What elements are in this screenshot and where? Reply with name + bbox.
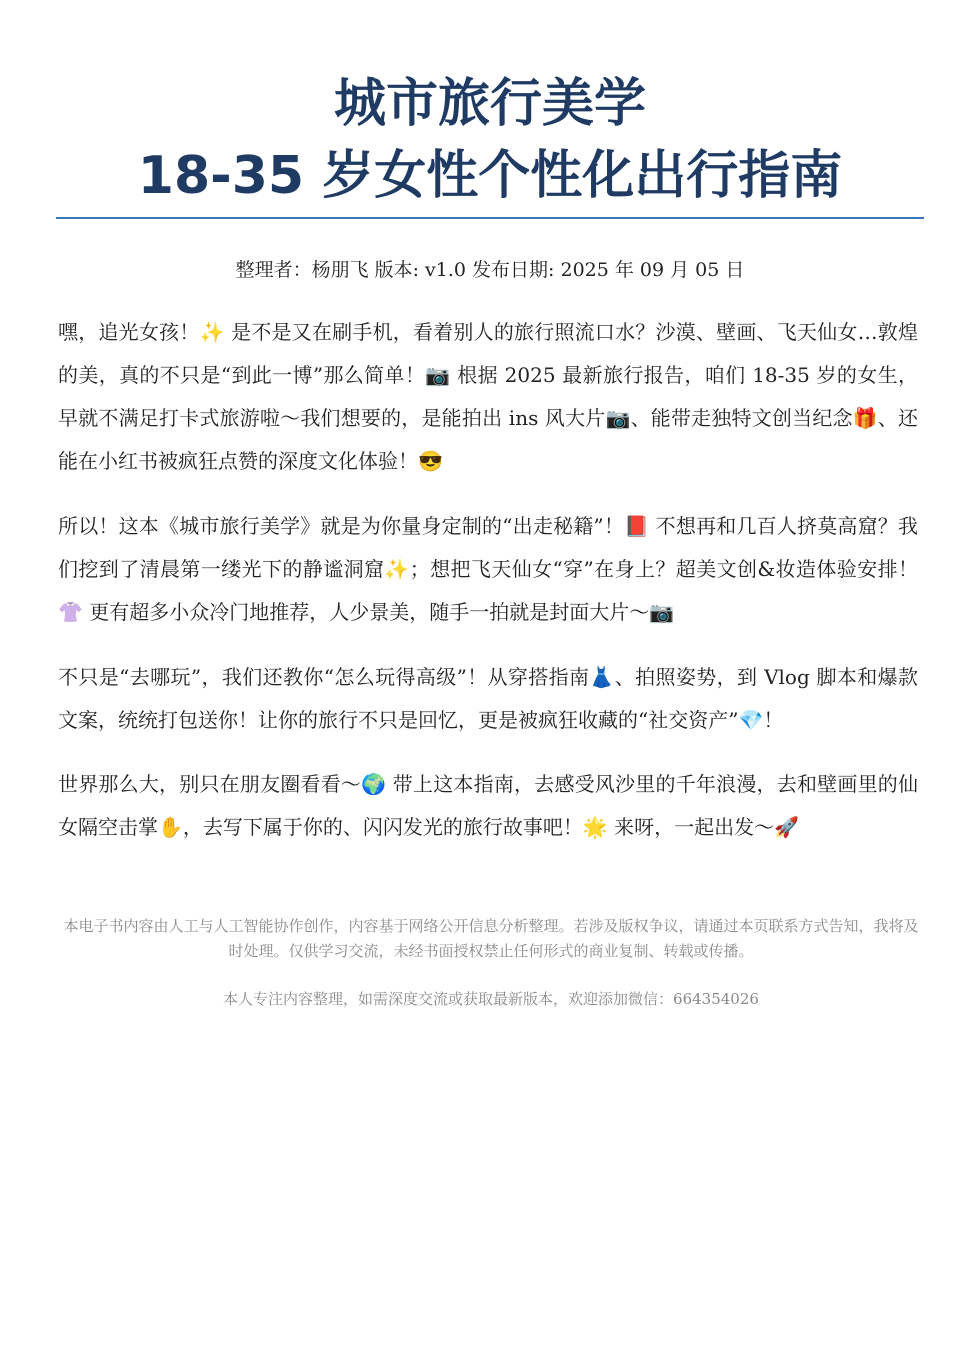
- copyright-disclaimer: 本电子书内容由人工与人工智能协作创作，内容基于网络公开信息分析整理。若涉及版权争议，请通过本页联系方式告知，我将及时处理。仅供学习交流，未经书面授权禁止任何形式的商业复制、转载或传播。: [63, 917, 919, 960]
- intro-paragraph: 嘿，追光女孩！✨ 是不是又在刷手机，看着别人的旅行照流口水？沙漠、壁画、飞天仙女…敦煌的美，真的不只是“到此一博”那么简单！📷 根据 2025 最新旅行报告，咱们 18-35 岁的女生，早就不满足打卡式旅游啦～我们想要的，是能拍出 ins 风大片📷、能带走独特文创当纪念🎁、还能在小红书被疯狂点赞的深度文化体验！😎: [58, 320, 918, 473]
- title-divider: [56, 217, 924, 219]
- document-meta: 整理者：杨朋飞 版本: v1.0 发布日期: 2025 年 09 月 05 日: [235, 259, 745, 281]
- guide-features-paragraph: 不只是“去哪玩”，我们还教你“怎么玩得高级”！从穿搭指南👗、拍照姿势，到 Vlog 脚本和爆款文案，统统打包送你！让你的旅行不只是回忆，更是被疯狂收藏的“社交资产”💎！: [58, 665, 918, 732]
- page-title: 城市旅行美学: [333, 74, 646, 134]
- page-subtitle: 18-35 岁女性个性化出行指南: [137, 146, 843, 206]
- closing-paragraph: 世界那么大，别只在朋友圈看看～🌍 带上这本指南，去感受风沙里的千年浪漫，去和壁画里的仙女隔空击掌✋，去写下属于你的、闪闪发光的旅行故事吧！🌟 来呀，一起出发～🚀: [58, 772, 918, 839]
- book-pitch-paragraph: 所以！这本《城市旅行美学》就是为你量身定制的“出走秘籍”！📕 不想再和几百人挤莫高窟？我们挖到了清晨第一缕光下的静谧洞窟✨；想把飞天仙女“穿”在身上？超美文创&妆造体验安排！👚 更有超多小众冷门地推荐，人少景美，随手一拍就是封面大片～📷: [58, 514, 918, 624]
- contact-note: 本人专注内容整理，如需深度交流或获取最新版本，欢迎添加微信：664354026: [223, 990, 759, 1008]
